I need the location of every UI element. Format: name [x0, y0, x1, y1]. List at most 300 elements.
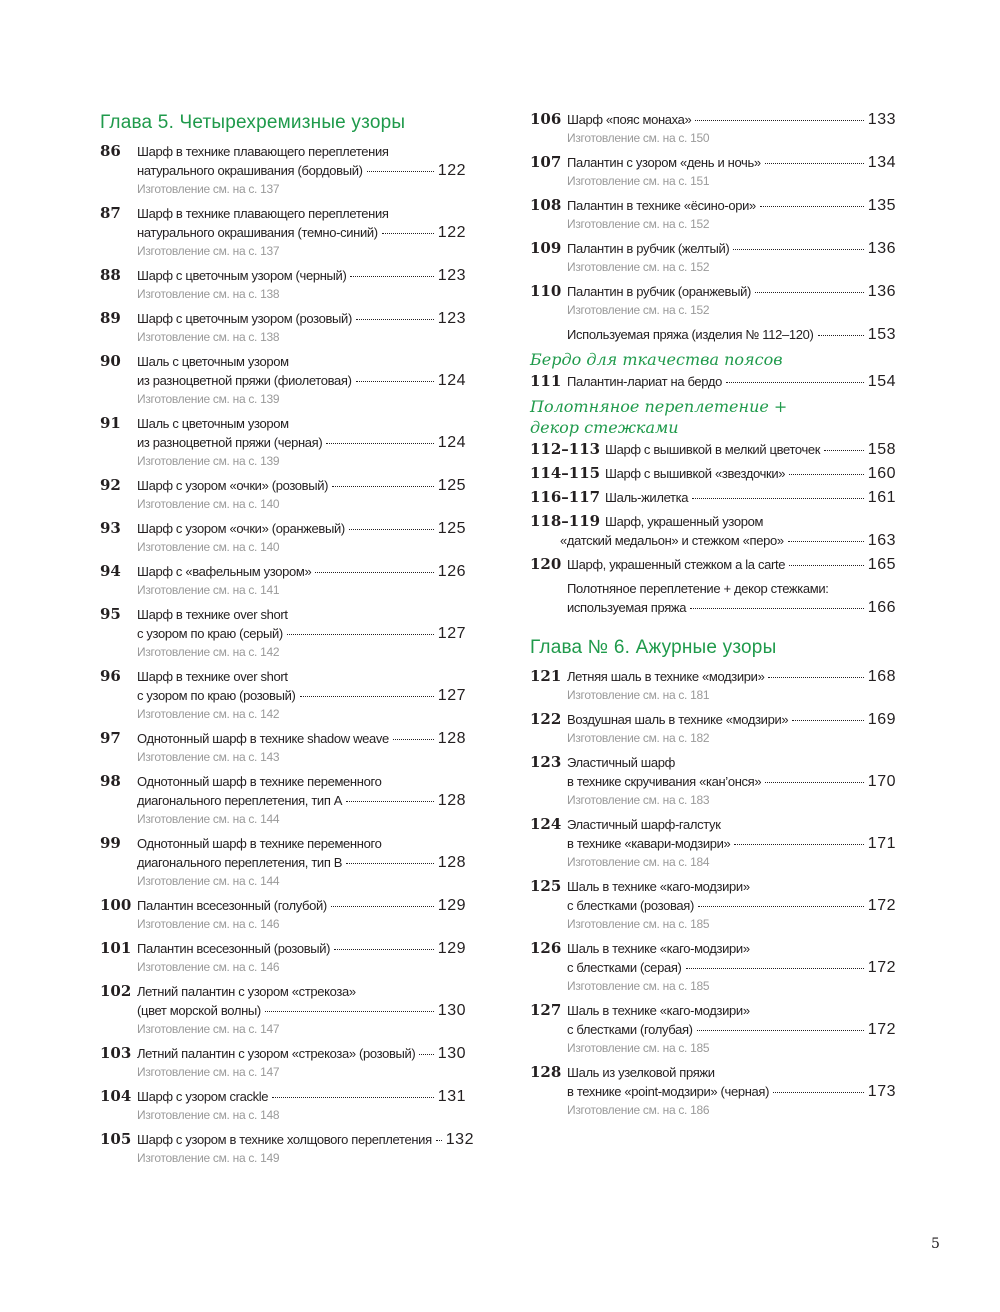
entry-title: Палантин в рубчик (желтый)	[567, 241, 730, 256]
entry-number: 98	[100, 772, 121, 790]
entry-title: Шарф, украшенный узором	[605, 514, 764, 529]
entry-page[interactable]: 127	[437, 687, 466, 704]
toc-entry[interactable]	[530, 110, 896, 148]
entry-title: Палантин всесезонный (розовый)	[137, 941, 331, 956]
entry-page[interactable]: 128	[437, 854, 466, 871]
entry-title-line	[567, 710, 896, 729]
entry-title-line	[137, 791, 466, 810]
entry-page[interactable]: 128	[437, 792, 466, 809]
entry-title: в технике «кавари-модзири»	[567, 836, 731, 851]
entry-note: Изготовление см. на с. 143	[137, 750, 280, 764]
entry-title: Палантин в рубчик (оранжевый)	[567, 284, 751, 299]
toc-entry[interactable]	[100, 1130, 474, 1168]
entry-page[interactable]: 134	[867, 154, 896, 171]
entry-body	[567, 325, 896, 344]
entry-page[interactable]: 154	[867, 373, 896, 390]
entry-title: Полотняное переплетение + декор стежками:	[567, 581, 829, 596]
entry-title: Шарф в технике плавающего переплетения	[137, 144, 389, 159]
entry-page[interactable]: 172	[867, 959, 896, 976]
entry-page[interactable]: 136	[867, 283, 896, 300]
entry-title-line	[137, 896, 466, 915]
entry-number: 96	[100, 667, 121, 685]
section-heading-line: Бердо для ткачества поясов	[530, 350, 783, 369]
entry-title: «датский медальон» и стежком «перо»	[560, 533, 784, 548]
entry-note: Изготовление см. на с. 150	[567, 131, 710, 145]
entry-body	[567, 239, 896, 277]
entry-body	[137, 939, 466, 977]
entry-body	[567, 753, 896, 810]
dot-leader	[349, 529, 434, 530]
entry-body	[137, 982, 466, 1039]
entry-body	[137, 1130, 474, 1168]
toc-entry[interactable]	[100, 667, 466, 724]
dot-leader	[315, 572, 433, 573]
entry-title-line	[567, 325, 896, 344]
entry-title: натурального окрашивания (темно-синий)	[137, 225, 378, 240]
entry-number: 102	[100, 982, 132, 1000]
entry-title-line	[137, 686, 466, 705]
entry-title: Шаль-жилетка	[605, 490, 689, 505]
dot-leader	[346, 863, 434, 864]
entry-note: Изготовление см. на с. 139	[137, 454, 280, 468]
toc-entry[interactable]	[100, 204, 466, 261]
toc-entry[interactable]	[100, 605, 466, 662]
entry-title-line	[137, 414, 466, 433]
entry-note: Изготовление см. на с. 142	[137, 645, 280, 659]
entry-title: Шарф в технике плавающего переплетения	[137, 206, 389, 221]
entry-page[interactable]: 172	[867, 1021, 896, 1038]
entry-page[interactable]: 129	[437, 940, 466, 957]
toc-entry[interactable]	[530, 555, 896, 574]
entry-note: Изготовление см. на с. 142	[137, 707, 280, 721]
entry-title-line	[137, 519, 466, 538]
entry-title: Шаль из узелковой пряжи	[567, 1065, 715, 1080]
entry-page[interactable]: 161	[867, 489, 896, 506]
entry-page[interactable]: 153	[867, 326, 896, 343]
dot-leader	[697, 1030, 864, 1031]
toc-column-right	[530, 110, 896, 1125]
entry-title-line	[567, 282, 896, 301]
entry-title-line	[137, 352, 466, 371]
entry-title-line	[137, 476, 466, 495]
chapter-heading: Глава 5. Четырехремизные узоры	[100, 112, 406, 133]
entry-page[interactable]: 130	[437, 1045, 466, 1062]
entry-title-line	[567, 579, 896, 598]
dot-leader	[792, 720, 864, 721]
entry-body	[567, 710, 896, 748]
toc-entry[interactable]	[530, 464, 896, 483]
entry-body	[567, 555, 896, 574]
entry-body	[567, 877, 896, 934]
dot-leader	[686, 968, 864, 969]
dot-leader	[789, 565, 864, 566]
entry-note: Изготовление см. на с. 151	[567, 174, 710, 188]
dot-leader	[789, 474, 864, 475]
entry-title: Летний палантин с узором «стрекоза» (розовый)	[137, 1046, 416, 1061]
entry-page[interactable]: 125	[437, 520, 466, 537]
entry-title: Шарф с цветочным узором (черный)	[137, 268, 347, 283]
entry-number: 128	[530, 1063, 562, 1081]
entry-title: Шарф с вышивкой в мелкий цветочек	[605, 442, 821, 457]
toc-entry[interactable]	[100, 1044, 466, 1082]
entry-page[interactable]: 170	[867, 773, 896, 790]
entry-body	[137, 352, 466, 409]
entry-title-line	[137, 161, 466, 180]
entry-title: Шаль в технике «каго-модзири»	[567, 941, 750, 956]
dot-leader	[332, 486, 434, 487]
entry-page[interactable]: 168	[867, 668, 896, 685]
toc-entry[interactable]	[100, 266, 466, 304]
entry-title-line	[137, 371, 466, 390]
entry-number: 122	[530, 710, 562, 728]
entry-title-line	[605, 464, 896, 483]
toc-entry[interactable]	[530, 488, 896, 507]
entry-title-line	[567, 598, 896, 617]
entry-title-line	[567, 834, 896, 853]
entry-title: Используемая пряжа (изделия № 112–120)	[567, 327, 814, 342]
entry-title: из разноцветной пряжи (фиолетовая)	[137, 373, 352, 388]
toc-entry[interactable]	[530, 239, 896, 277]
dot-leader	[692, 498, 864, 499]
entry-title: Однотонный шарф в технике shadow weave	[137, 731, 389, 746]
entry-page[interactable]: 127	[437, 625, 466, 642]
entry-note: Изготовление см. на с. 146	[137, 917, 280, 931]
entry-page[interactable]: 124	[437, 434, 466, 451]
entry-title: Летний палантин с узором «стрекоза»	[137, 984, 356, 999]
entry-title-line	[567, 1020, 896, 1039]
toc-entry[interactable]	[530, 153, 896, 191]
entry-body	[137, 605, 466, 662]
toc-entry[interactable]	[100, 982, 466, 1039]
dot-leader	[734, 844, 863, 845]
section-heading-line: декор стежками	[530, 418, 679, 437]
dot-leader	[726, 382, 864, 383]
entry-title: Шарф с узором «очки» (розовый)	[137, 478, 329, 493]
toc-entry[interactable]	[100, 896, 466, 934]
entry-note: Изготовление см. на с. 147	[137, 1022, 280, 1036]
entry-title: Шаль в технике «каго-модзири»	[567, 1003, 750, 1018]
entry-page[interactable]: 135	[867, 197, 896, 214]
dot-leader	[382, 233, 434, 234]
entry-title-line	[137, 223, 466, 242]
entry-title-line	[567, 877, 896, 896]
entry-body	[137, 519, 466, 557]
entry-title-line	[137, 605, 466, 624]
toc-entry[interactable]	[100, 309, 466, 347]
entry-title-line	[137, 1001, 466, 1020]
entry-title-line	[567, 555, 896, 574]
entry-title: в технике «point-модзири» (черная)	[567, 1084, 770, 1099]
toc-entry[interactable]	[100, 414, 466, 471]
toc-column-left	[100, 110, 474, 1173]
section-heading	[530, 396, 896, 438]
toc-entry[interactable]	[530, 440, 896, 459]
entry-title: (цвет морской волны)	[137, 1003, 261, 1018]
entry-page[interactable]: 158	[867, 441, 896, 458]
entry-number: 118–119	[530, 512, 601, 530]
entry-title-line	[137, 142, 466, 161]
entry-body	[567, 372, 896, 391]
entry-title: Шарф с узором «очки» (оранжевый)	[137, 521, 345, 536]
entry-body	[137, 204, 466, 261]
toc-entry[interactable]	[100, 1087, 466, 1125]
toc-entry[interactable]	[100, 519, 466, 557]
entry-page[interactable]: 126	[437, 563, 466, 580]
entry-title: с блестками (серая)	[567, 960, 682, 975]
entry-page[interactable]: 131	[437, 1088, 466, 1105]
entry-note: Изготовление см. на с. 144	[137, 874, 280, 888]
toc-entry[interactable]	[100, 352, 466, 409]
entry-title: Палантин с узором «день и ночь»	[567, 155, 761, 170]
entry-body	[605, 464, 896, 483]
entry-number: 105	[100, 1130, 132, 1148]
entry-title: Палантин в технике «ёсино-ори»	[567, 198, 756, 213]
entry-number: 99	[100, 834, 121, 852]
entry-number: 112–113	[530, 440, 601, 458]
entry-body	[567, 1001, 896, 1058]
entry-note: Изготовление см. на с. 138	[137, 287, 280, 301]
entry-title-line	[567, 1082, 896, 1101]
entry-number: 100	[100, 896, 132, 914]
entry-note: Изготовление см. на с. 140	[137, 540, 280, 554]
toc-entry[interactable]	[530, 1001, 896, 1058]
entry-title: Шарф в технике over short	[137, 669, 288, 684]
toc-entry[interactable]	[530, 939, 896, 996]
entry-title-line	[567, 196, 896, 215]
entry-title: Палантин всесезонный (голубой)	[137, 898, 327, 913]
toc-entry[interactable]	[530, 325, 896, 344]
entry-body	[567, 110, 896, 148]
entry-title-line	[605, 512, 896, 531]
entry-title: с узором по краю (розовый)	[137, 688, 296, 703]
entry-title-line	[137, 1044, 466, 1063]
toc-entry[interactable]	[100, 939, 466, 977]
dot-leader	[300, 696, 434, 697]
entry-title-line	[137, 853, 466, 872]
entry-number: 121	[530, 667, 562, 685]
entry-title: в технике скручивания «кан’онся»	[567, 774, 762, 789]
entry-title: Шарф с узором в технике холщового переплетения	[137, 1132, 432, 1147]
dot-leader	[326, 443, 433, 444]
entry-page[interactable]: 166	[867, 599, 896, 616]
entry-note: Изготовление см. на с. 149	[137, 1151, 280, 1165]
entry-title-line	[137, 939, 466, 958]
dot-leader	[755, 292, 864, 293]
entry-number: 124	[530, 815, 562, 833]
dot-leader	[367, 171, 434, 172]
entry-number: 91	[100, 414, 121, 432]
entry-page[interactable]: 163	[867, 532, 896, 549]
entry-page[interactable]: 160	[867, 465, 896, 482]
entry-number: 111	[530, 372, 562, 390]
entry-title: с блестками (голубая)	[567, 1022, 693, 1037]
entry-title-line	[567, 153, 896, 172]
entry-page[interactable]: 133	[867, 111, 896, 128]
toc-entry[interactable]	[530, 579, 896, 617]
entry-title-line	[567, 239, 896, 258]
entry-title-line	[137, 982, 466, 1001]
dot-leader	[334, 949, 434, 950]
entry-note: Изготовление см. на с. 144	[137, 812, 280, 826]
entry-title: Шарф с цветочным узором (розовый)	[137, 311, 352, 326]
entry-body	[137, 309, 466, 347]
entry-number: 92	[100, 476, 121, 494]
toc-entry[interactable]	[100, 562, 466, 600]
dot-leader	[695, 120, 863, 121]
entry-page[interactable]: 124	[437, 372, 466, 389]
entry-title-line	[567, 667, 896, 686]
entry-title: Шарф с узором crackle	[137, 1089, 269, 1104]
entry-title-line	[137, 772, 466, 791]
toc-entry[interactable]	[530, 815, 896, 872]
toc-entry[interactable]	[530, 372, 896, 391]
entry-number: 97	[100, 729, 121, 747]
entry-body	[567, 153, 896, 191]
entry-body	[567, 579, 896, 617]
entry-title-line	[137, 1130, 474, 1149]
entry-page[interactable]: 172	[867, 897, 896, 914]
entry-title: Шарф в технике over short	[137, 607, 288, 622]
entry-title-line	[567, 896, 896, 915]
dot-leader	[698, 906, 864, 907]
entry-title: используемая пряжа	[567, 600, 687, 615]
entry-note: Изготовление см. на с. 183	[567, 793, 710, 807]
entry-title: Шарф «пояс монаха»	[567, 112, 692, 127]
dot-leader	[768, 677, 863, 678]
entry-title-line	[137, 729, 466, 748]
entry-page[interactable]: 136	[867, 240, 896, 257]
entry-number: 95	[100, 605, 121, 623]
entry-number: 125	[530, 877, 562, 895]
entry-number: 88	[100, 266, 121, 284]
entry-title-line	[137, 309, 466, 328]
entry-note: Изготовление см. на с. 182	[567, 731, 710, 745]
entry-page[interactable]: 165	[867, 556, 896, 573]
entry-note: Изготовление см. на с. 137	[137, 182, 280, 196]
entry-title-line	[567, 772, 896, 791]
entry-body	[567, 282, 896, 320]
toc-entry[interactable]	[100, 834, 466, 891]
page-number: 5	[931, 1236, 940, 1252]
toc-entry[interactable]	[100, 476, 466, 514]
entry-number: 116–117	[530, 488, 601, 506]
entry-title: натурального окрашивания (бордовый)	[137, 163, 363, 178]
entry-title: Однотонный шарф в технике переменного	[137, 836, 382, 851]
entry-page[interactable]: 128	[437, 730, 466, 747]
entry-number: 108	[530, 196, 562, 214]
entry-title: Шарф с вышивкой «звездочки»	[605, 466, 786, 481]
entry-page[interactable]: 132	[445, 1131, 474, 1148]
toc-entry[interactable]	[530, 753, 896, 810]
entry-page[interactable]: 130	[437, 1002, 466, 1019]
entry-note: Изготовление см. на с. 137	[137, 244, 280, 258]
entry-page[interactable]: 123	[437, 310, 466, 327]
entry-title-line	[137, 1087, 466, 1106]
dot-leader	[765, 782, 864, 783]
entry-page[interactable]: 169	[867, 711, 896, 728]
entry-number: 93	[100, 519, 121, 537]
entry-title-line	[567, 753, 896, 772]
entry-body	[567, 196, 896, 234]
entry-number: 120	[530, 555, 562, 573]
entry-number: 109	[530, 239, 562, 257]
toc-entry[interactable]	[530, 1063, 896, 1120]
entry-number: 101	[100, 939, 132, 957]
entry-title: Однотонный шарф в технике переменного	[137, 774, 382, 789]
entry-title-line	[567, 939, 896, 958]
dot-leader	[419, 1054, 433, 1055]
entry-title-line	[137, 433, 466, 452]
dot-leader	[356, 319, 434, 320]
entry-body	[137, 834, 466, 891]
toc-entry[interactable]	[100, 142, 466, 199]
toc-entry[interactable]	[530, 512, 896, 550]
dot-leader	[436, 1140, 442, 1141]
entry-page[interactable]: 129	[437, 897, 466, 914]
entry-body	[567, 939, 896, 996]
entry-note: Изготовление см. на с. 140	[137, 497, 280, 511]
toc-entry[interactable]	[530, 877, 896, 934]
dot-leader	[287, 634, 434, 635]
toc-entry[interactable]	[100, 772, 466, 829]
entry-title: Летняя шаль в технике «модзири»	[567, 669, 765, 684]
entry-page[interactable]: 122	[437, 224, 466, 241]
toc-entry[interactable]	[530, 282, 896, 320]
entry-page[interactable]: 171	[867, 835, 896, 852]
entry-number: 104	[100, 1087, 132, 1105]
entry-note: Изготовление см. на с. 139	[137, 392, 280, 406]
toc-entry[interactable]	[100, 729, 466, 767]
dot-leader	[765, 163, 864, 164]
entry-number: 123	[530, 753, 562, 771]
dot-leader	[356, 381, 434, 382]
entry-body	[567, 1063, 896, 1120]
entry-title-line	[137, 834, 466, 853]
entry-page[interactable]: 123	[437, 267, 466, 284]
entry-number: 107	[530, 153, 562, 171]
toc-entry[interactable]	[530, 710, 896, 748]
toc-entry[interactable]	[530, 196, 896, 234]
entry-number: 86	[100, 142, 121, 160]
entry-number: 90	[100, 352, 121, 370]
entry-number: 127	[530, 1001, 562, 1019]
entry-title-line	[137, 204, 466, 223]
entry-number: 114–115	[530, 464, 601, 482]
entry-body	[137, 729, 466, 767]
entry-title: с узором по краю (серый)	[137, 626, 283, 641]
entry-number: 103	[100, 1044, 132, 1062]
entry-number: 110	[530, 282, 562, 300]
entry-body	[137, 142, 466, 199]
dot-leader	[788, 541, 864, 542]
dot-leader	[760, 206, 864, 207]
entry-body	[137, 896, 466, 934]
dot-leader	[331, 906, 434, 907]
entry-title: диагонального переплетения, тип В	[137, 855, 343, 870]
entry-page[interactable]: 173	[867, 1083, 896, 1100]
entry-page[interactable]: 122	[437, 162, 466, 179]
entry-title: диагонального переплетения, тип А	[137, 793, 343, 808]
entry-title: Шаль в технике «каго-модзири»	[567, 879, 750, 894]
toc-entry[interactable]	[530, 667, 896, 705]
entry-note: Изготовление см. на с. 185	[567, 1041, 710, 1055]
entry-page[interactable]: 125	[437, 477, 466, 494]
entry-title-line	[567, 1001, 896, 1020]
entry-body	[137, 414, 466, 471]
entry-title-line	[605, 440, 896, 459]
entry-note: Изготовление см. на с. 146	[137, 960, 280, 974]
entry-note: Изготовление см. на с. 148	[137, 1108, 280, 1122]
